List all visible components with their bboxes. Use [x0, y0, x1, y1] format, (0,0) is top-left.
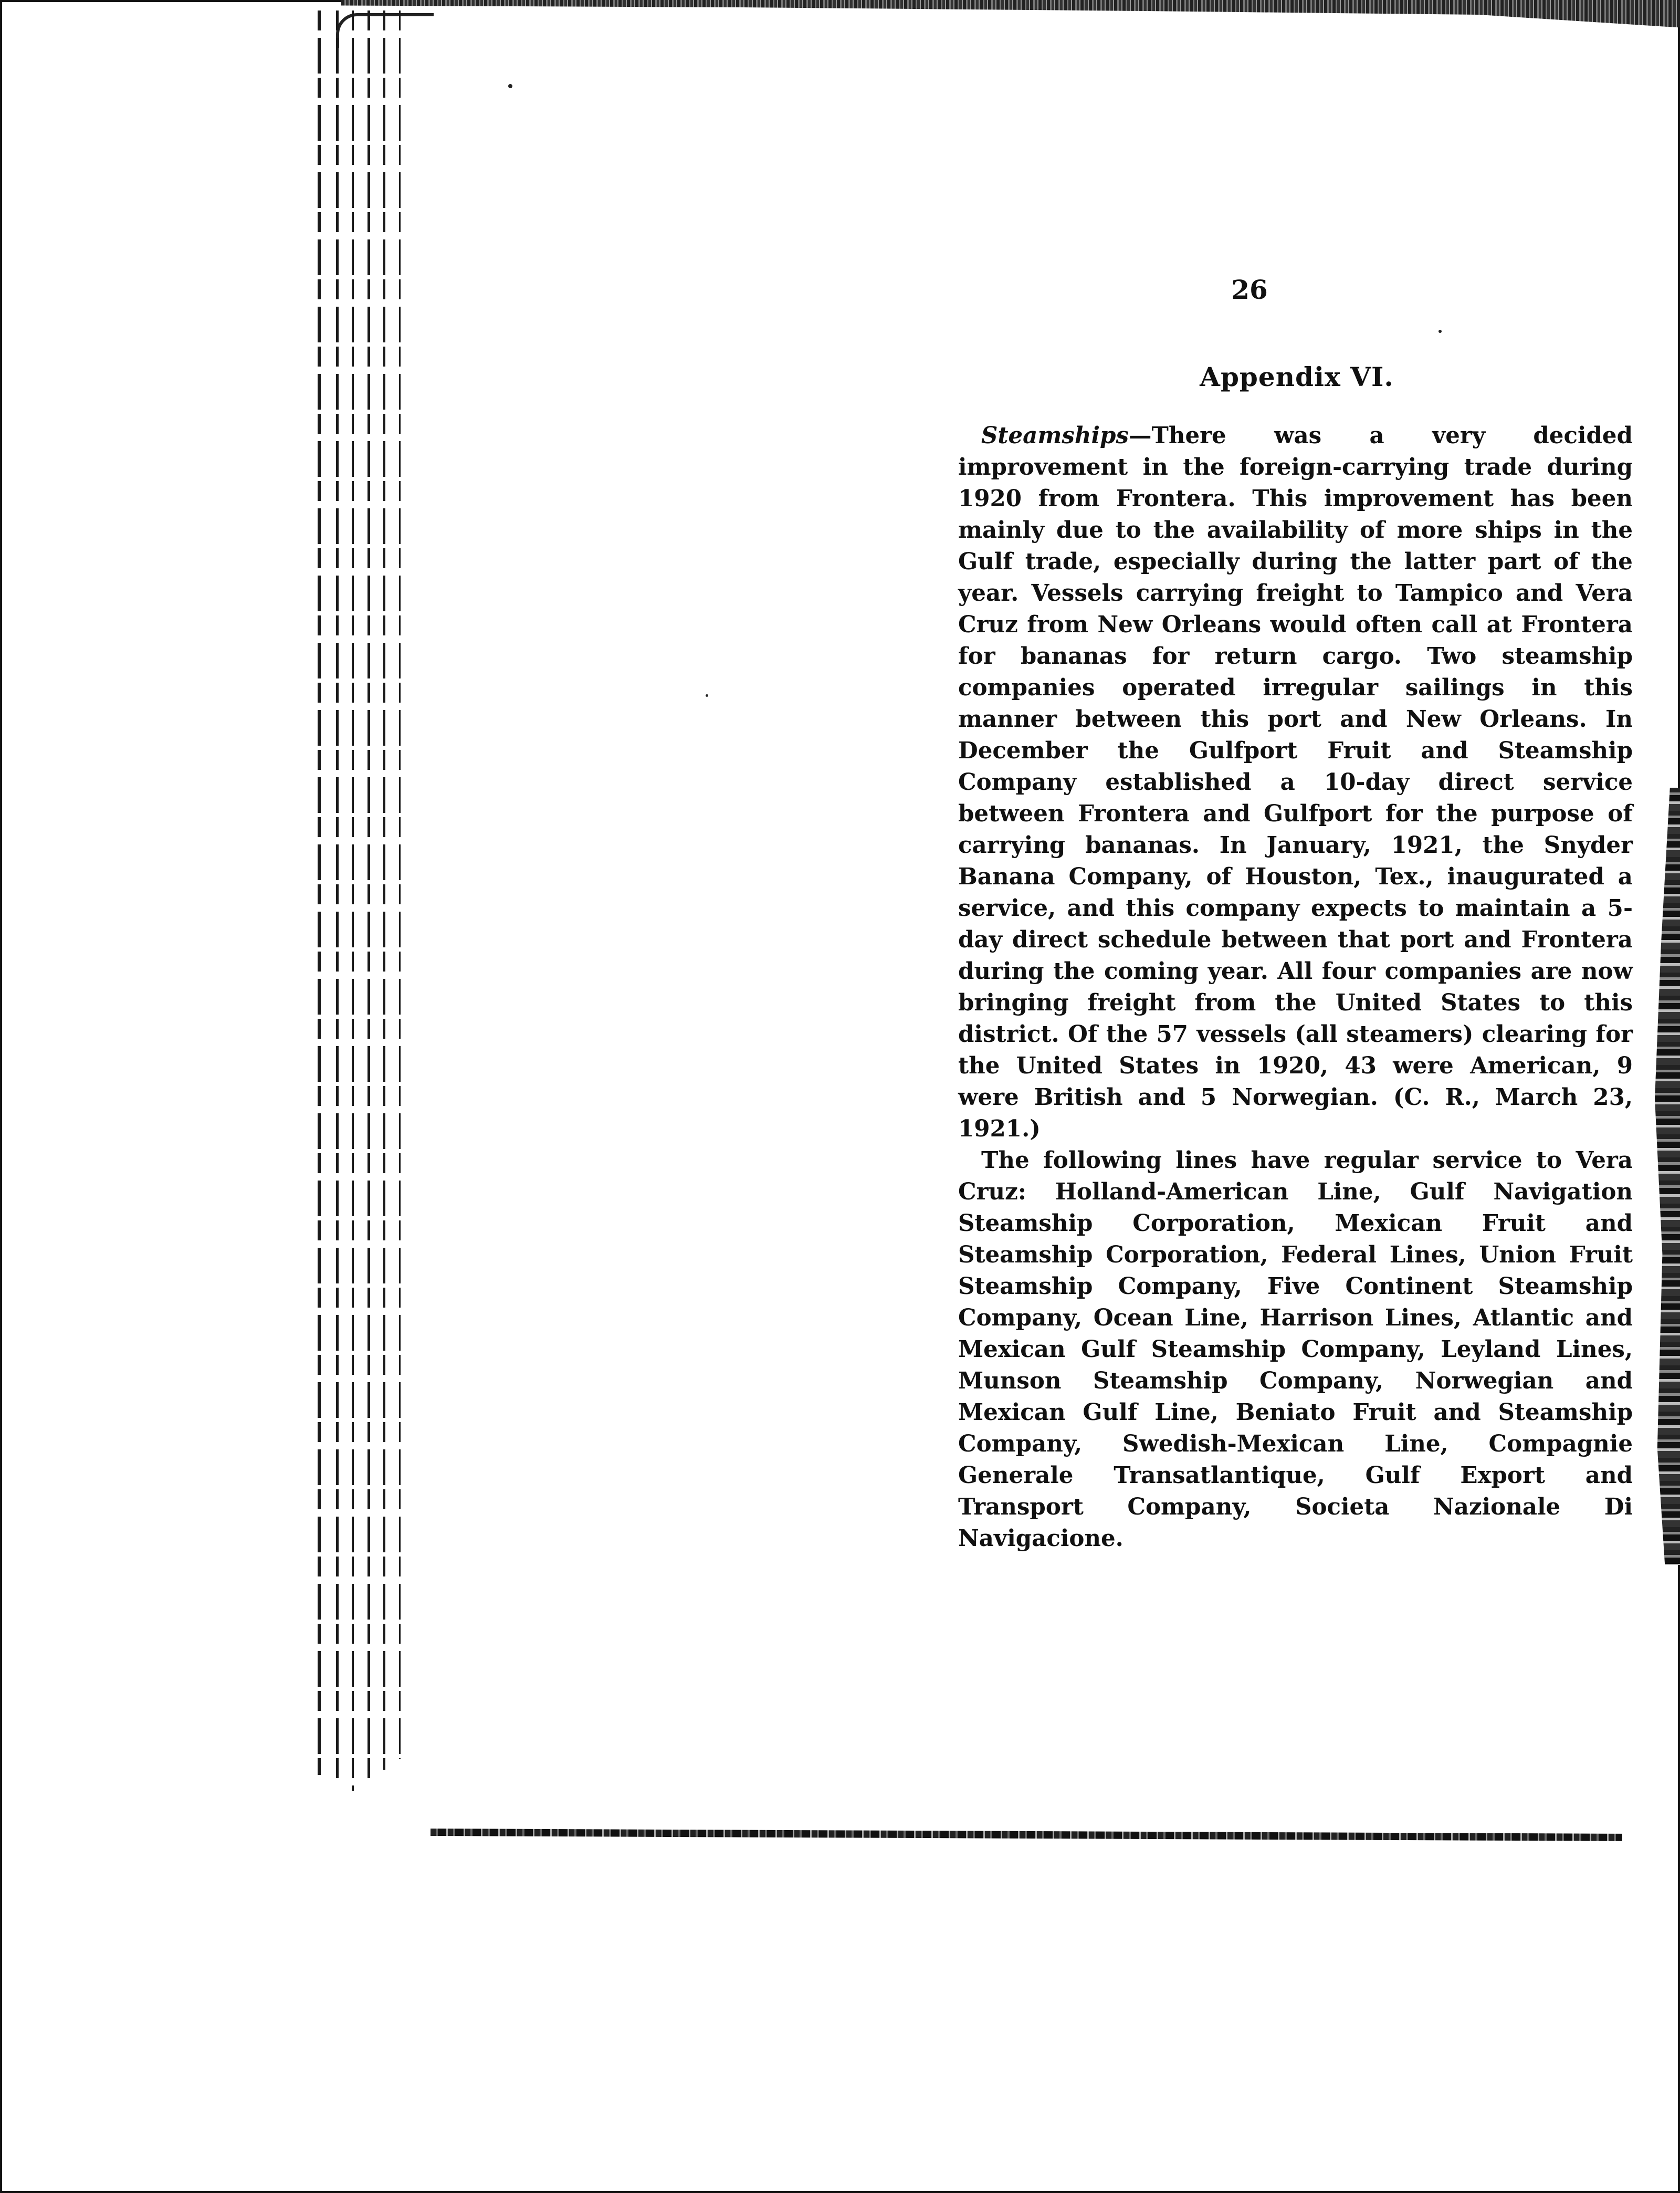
paragraph-text: —There was a very decided improvement in the foreign-carrying trade during 1920 from Frontera. This improvement has been mainly due to the availability of more ships in the Gulf trade, especially during the latter part of the year. Vessels carrying freight to Tampico and Vera Cruz from New Orleans would often call at Frontera for bananas for return cargo. Two steamship companies operated irregular sailings in this manner between this port and New Orleans. In December the Gulfport Fruit and Steamship Company established a 10-day direct service between Frontera and Gulfport for the purpose of carrying bananas. In January, 1921, the Snyder Banana Company, of Houston, Tex., inaugurated a service, and this company expects to maintain a 5-day direct schedule between that port and Frontera during the coming year. All four companies are now bringing freight from the United States to this district. Of the 57 vessels (all steamers) clearing for the United States in 1920, 43 were American, 9 were British and 5 Norwegian. (C. R., March 23, 1921.)	[958, 422, 1633, 1142]
scan-speck	[706, 694, 708, 697]
page-number: 26	[1231, 274, 1268, 305]
body-text-column	[958, 420, 1633, 1554]
scan-speck	[508, 84, 512, 88]
book-binding-gutter	[315, 11, 415, 1791]
scan-speck	[1438, 330, 1442, 333]
appendix-heading: Appendix VI.	[1200, 361, 1394, 392]
steamships-paragraph	[958, 420, 1633, 1145]
shipping-lines-paragraph	[958, 1145, 1633, 1554]
paragraph-text: The following lines have regular service to Vera Cruz: Holland-American Line, Gulf Navigation Steamship Corporation, Mexican Fruit and Steamship Corporation, Federal Lines, Union Fruit Steamship Company, Five Continent Steamship Company, Ocean Line, Harrison Lines, Atlantic and Mexican Gulf Steamship Company, Leyland Lines, Munson Steamship Company, Norwegian and Mexican Gulf Line, Beniato Fruit and Steamship Company, Swedish-Mexican Line, Compagnie Generale Transatlantique, Gulf Export and Transport Company, Societa Nazionale Di Navigacione.	[958, 1147, 1633, 1552]
paragraph-lead-term: Steamships	[981, 422, 1129, 449]
